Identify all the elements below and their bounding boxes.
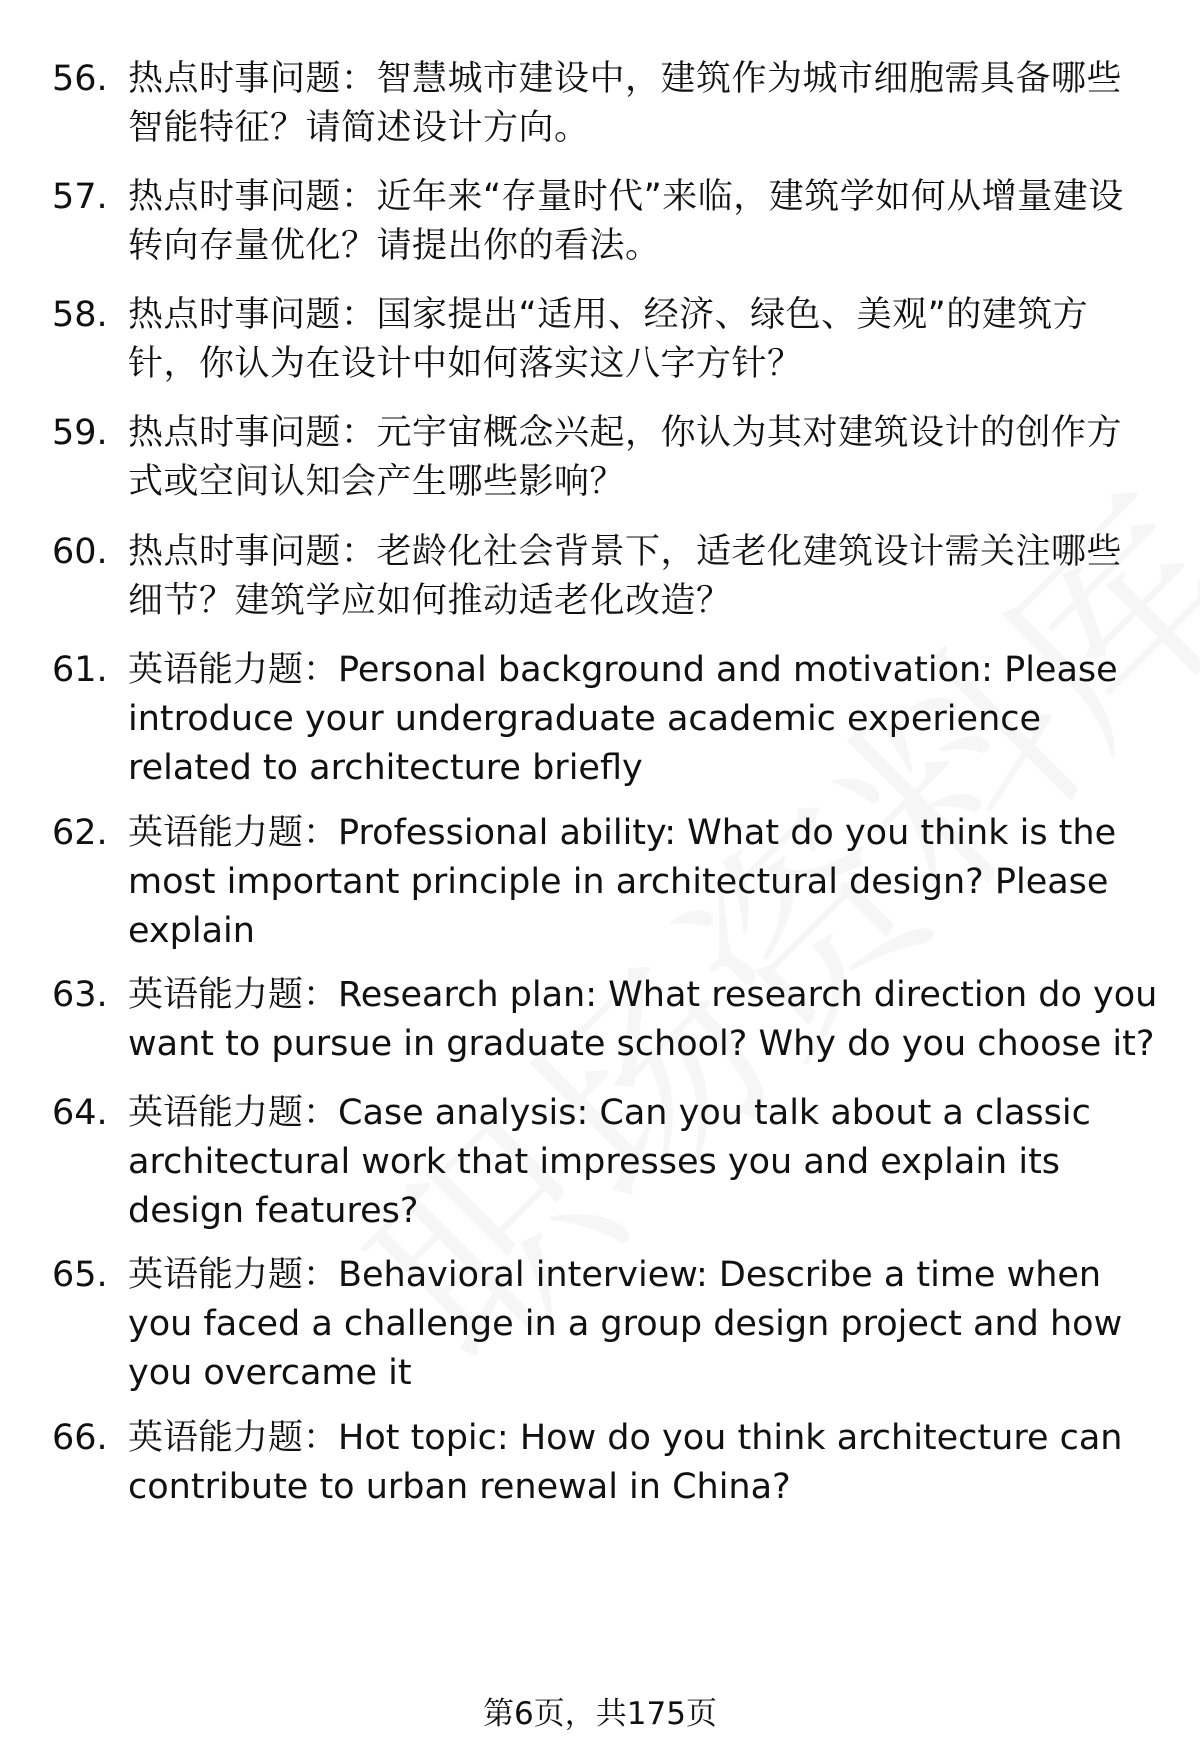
question-text: 英语能力题：Hot topic: How do you think architecture can contribute to urban renewal in China? <box>128 1418 1123 1507</box>
question-number: 63. <box>52 975 108 1015</box>
question-text: 热点时事问题：元宇宙概念兴起，你认为其对建筑设计的创作方式或空间认知会产生哪些影响？ <box>128 413 1123 502</box>
question-number: 66. <box>52 1418 108 1458</box>
question-text: 英语能力题：Behavioral interview: Describe a time when you faced a challenge in a group design project and how you overcame it <box>128 1255 1123 1393</box>
question-number: 65. <box>52 1255 108 1295</box>
question-text: 英语能力题：Case analysis: Can you talk about a classic architectural work that impresses you and explain its design features? <box>128 1093 1091 1231</box>
question-number: 60. <box>52 532 108 572</box>
question-number: 59. <box>52 413 108 453</box>
question-text: 热点时事问题：老龄化社会背景下，适老化建筑设计需关注哪些细节？建筑学应如何推动适老化改造？ <box>128 532 1123 621</box>
question-number: 61. <box>52 650 108 690</box>
question-number: 62. <box>52 813 108 853</box>
question-text: 热点时事问题：国家提出“适用、经济、绿色、美观”的建筑方针，你认为在设计中如何落实这八字方针？ <box>128 295 1089 384</box>
question-text: 英语能力题：Professional ability: What do you think is the most important principle in architectural design? Please explain <box>128 813 1117 951</box>
question-number: 57. <box>52 177 108 217</box>
question-number: 64. <box>52 1093 108 1133</box>
question-number: 58. <box>52 295 108 335</box>
page-number-footer: 第6页，共175页 <box>483 1696 717 1732</box>
question-text: 英语能力题：Personal background and motivation: Please introduce your undergraduate academic experience related to architecture briefly <box>128 650 1118 788</box>
question-text: 热点时事问题：智慧城市建设中，建筑作为城市细胞需具备哪些智能特征？请简述设计方向。 <box>128 59 1123 148</box>
question-number: 56. <box>52 59 108 99</box>
question-text: 英语能力题：Research plan: What research direction do you want to pursue in graduate school? Why do you choose it? <box>128 975 1158 1064</box>
question-text: 热点时事问题：近年来“存量时代”来临，建筑学如何从增量建设转向存量优化？请提出你的看法。 <box>128 177 1124 266</box>
